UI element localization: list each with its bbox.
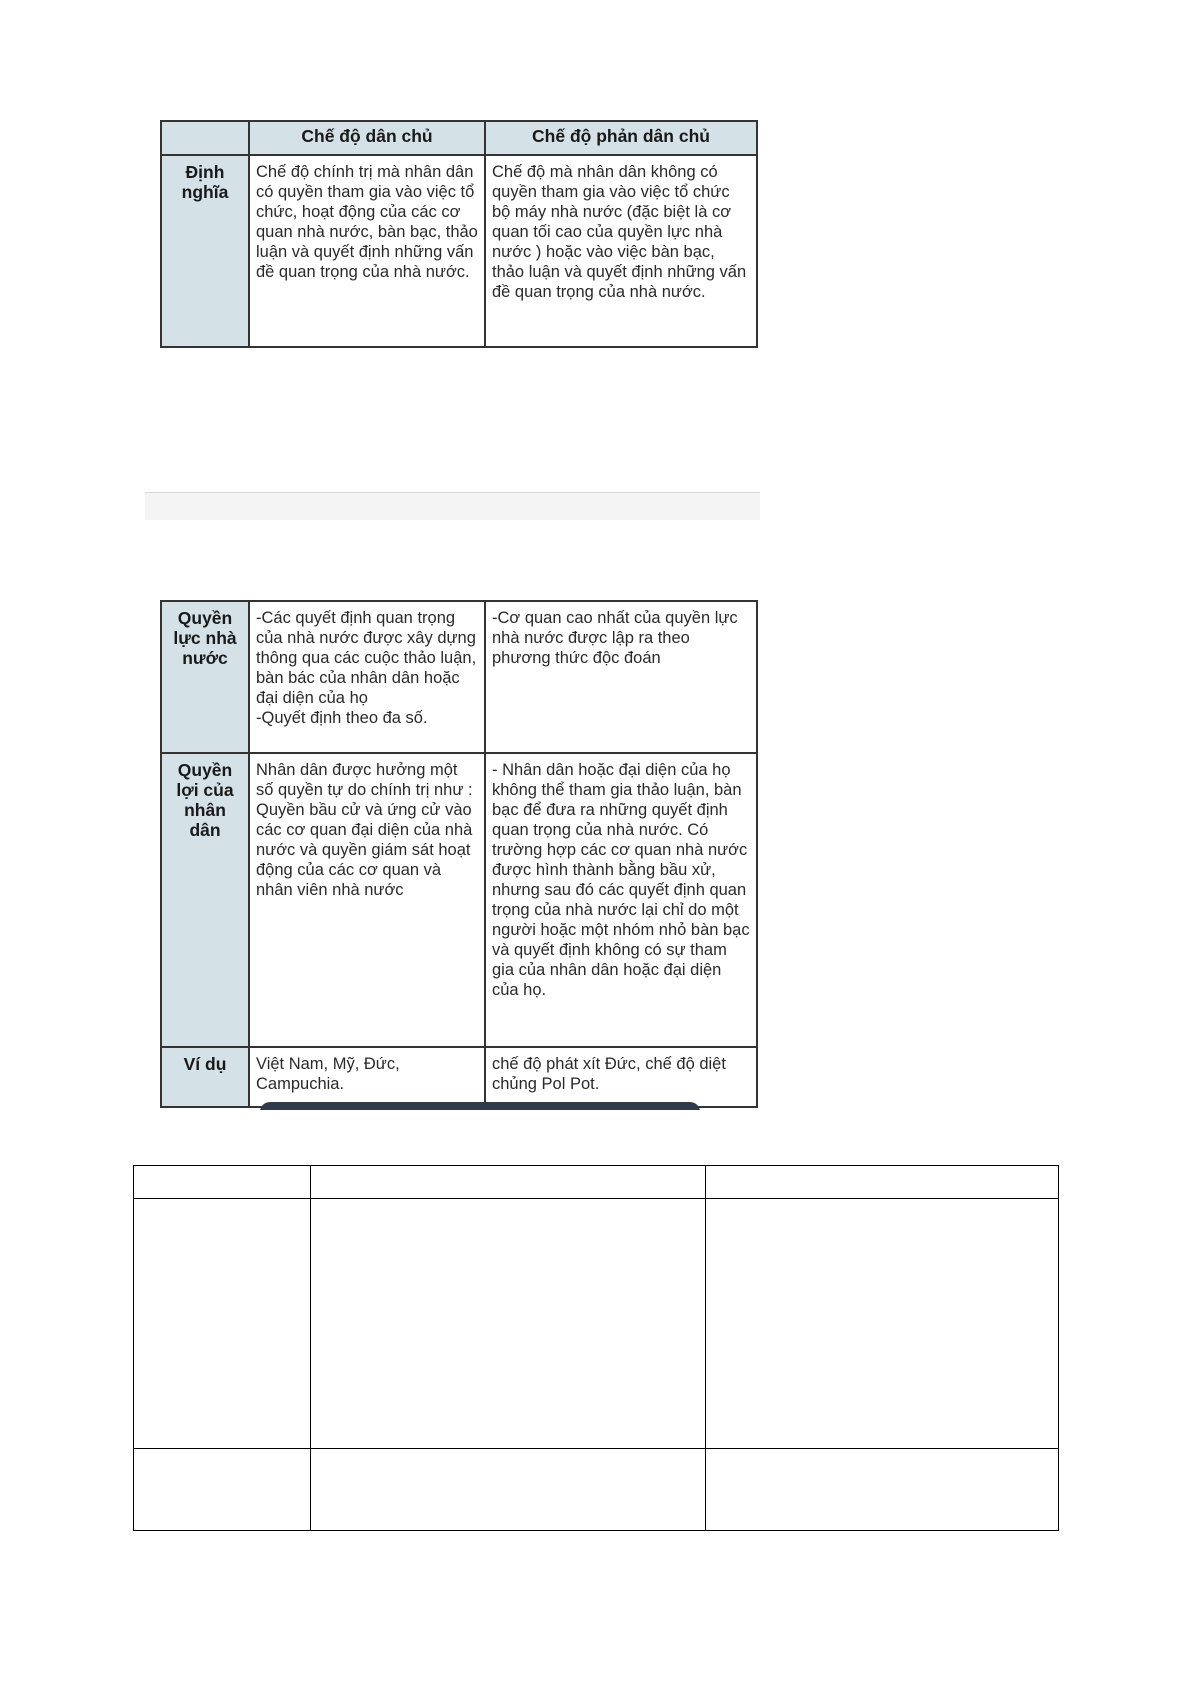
toolbar-strip <box>145 492 760 520</box>
cell-phan-dan-chu: -Cơ quan cao nhất của quyền lực nhà nước được lập ra theo phương thức độc đoán <box>485 601 757 753</box>
header-row <box>161 121 757 155</box>
row-label-quyen-luc: Quyền lực nhà nước <box>161 601 249 753</box>
screenshot-details-table <box>160 600 760 1110</box>
screenshot-definition-table <box>160 120 760 390</box>
empty-cell <box>311 1449 706 1531</box>
table-row <box>161 1047 757 1107</box>
cell-dan-chu: -Các quyết định quan trọng của nhà nước được xây dựng thông qua các cuộc thảo luận, bàn bác của nhân dân hoặc đại diện của họ -Quyết định theo đa số. <box>249 601 485 753</box>
cell-dan-chu: Chế độ chính trị mà nhân dân có quyền tham gia vào việc tổ chức, hoạt động của các cơ quan nhà nước, bàn bạc, thảo luận và quyết định những vấn đề quan trọng của nhà nước. <box>249 155 485 347</box>
table-row <box>161 155 757 347</box>
cell-dan-chu: Nhân dân được hưởng một số quyền tự do chính trị như : Quyền bầu cử và ứng cử vào các cơ quan đại diện của nhà nước và quyền giám sát hoạt động của các cơ quan và nhân viên nhà nước <box>249 753 485 1047</box>
empty-cell <box>134 1449 311 1531</box>
table-row <box>134 1166 1059 1199</box>
table-row <box>134 1199 1059 1449</box>
empty-cell <box>134 1199 311 1449</box>
table-row <box>161 601 757 753</box>
empty-cell <box>706 1199 1059 1449</box>
header-phan-dan-chu: Chế độ phản dân chủ <box>485 121 757 155</box>
empty-cell <box>311 1166 706 1199</box>
empty-cell <box>706 1449 1059 1531</box>
cell-dan-chu: Việt Nam, Mỹ, Đức, Campuchia. <box>249 1047 485 1107</box>
cell-phan-dan-chu: chế độ phát xít Đức, chế độ diệt chủng Pol Pot. <box>485 1047 757 1107</box>
comparison-table-top <box>160 120 758 348</box>
row-label-dinh-nghia: Định nghĩa <box>161 155 249 347</box>
empty-cell <box>311 1199 706 1449</box>
cell-phan-dan-chu: Chế độ mà nhân dân không có quyền tham gia vào việc tổ chức bộ máy nhà nước (đặc biệt là cơ quan tối cao của quyền lực nhà nước ) hoặc vào việc bàn bạc, thảo luận và quyết định những vấn đề quan trọng của nhà nước. <box>485 155 757 347</box>
header-corner <box>161 121 249 155</box>
empty-table <box>133 1165 1059 1531</box>
table-row <box>161 753 757 1047</box>
row-label-quyen-loi: Quyền lợi của nhân dân <box>161 753 249 1047</box>
table-row <box>134 1449 1059 1531</box>
row-label-vi-du: Ví dụ <box>161 1047 249 1107</box>
empty-cell <box>706 1166 1059 1199</box>
empty-cell <box>134 1166 311 1199</box>
cell-phan-dan-chu: - Nhân dân hoặc đại diện của họ không thể tham gia thảo luận, bàn bạc để đưa ra những quyết định quan trọng của nhà nước. Có trường hợp các cơ quan nhà nước được hình thành bằng bầu xử, nhưng sau đó các quyết định quan trọng của nhà nước lại chỉ do một người hoặc một nhóm nhỏ bàn bạc và quyết định không có sự tham gia của nhân dân hoặc đại diện của họ. <box>485 753 757 1047</box>
comparison-table-bottom <box>160 600 758 1108</box>
header-dan-chu: Chế độ dân chủ <box>249 121 485 155</box>
overlay-bar <box>260 1102 700 1110</box>
